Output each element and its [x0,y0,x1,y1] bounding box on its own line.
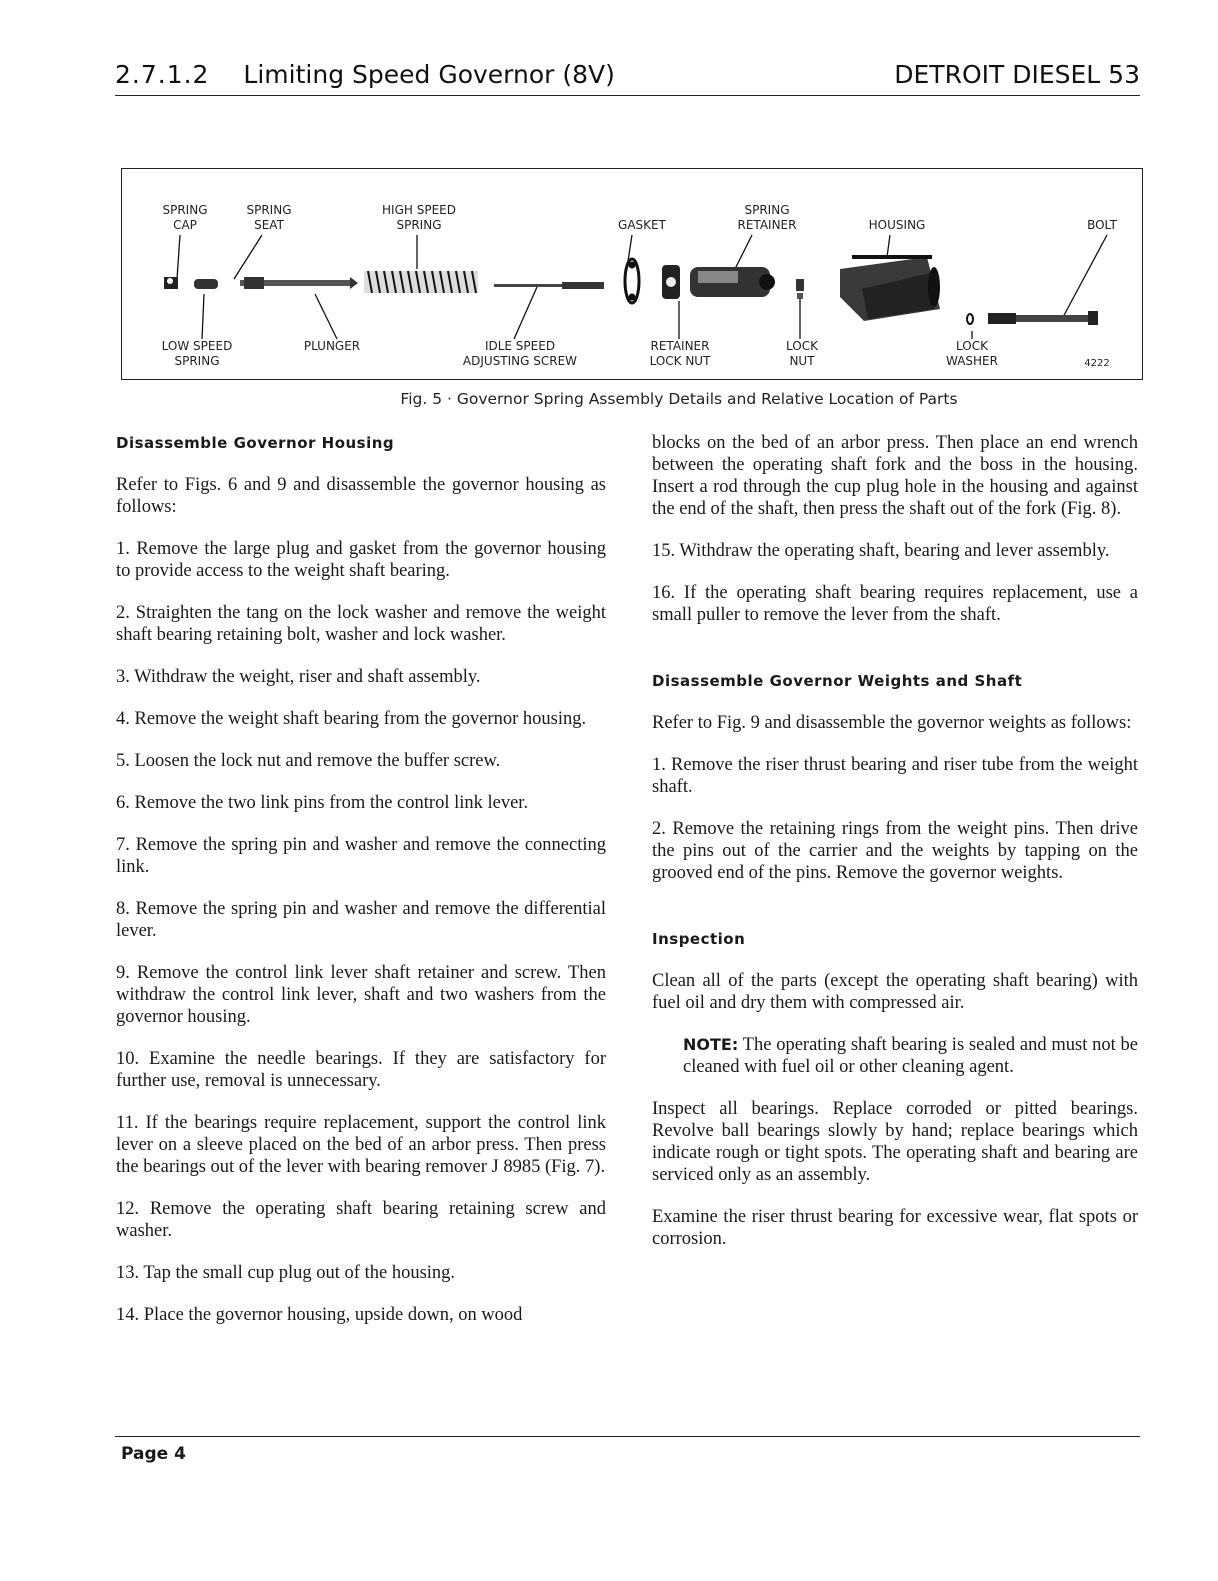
right-column [652,432,1138,1270]
paragraph: blocks on the bed of an arbor press. Then place an end wrench between the operating shaft fork and the boss in the housing. Insert a rod through the cup plug hole in the housing and against the end of the shaft, then press the shaft out of the fork (Fig. 8). [652,433,1138,519]
label-spring-cap: SPRING CAP [162,203,208,232]
step: 10. Examine the needle bearings. If they are satisfactory for further use, removal is unnecessary. [116,1049,606,1091]
label-lock-nut: LOCK NUT [786,339,818,368]
gasket-part [625,259,639,303]
housing-part [840,255,940,321]
section-title: Limiting Speed Governor (8V) [243,60,615,89]
step: 12. Remove the operating shaft bearing retaining screw and washer. [116,1199,606,1241]
high-speed-spring-part [364,271,478,293]
heading-inspection: Inspection [652,930,746,948]
figure-caption: Fig. 5 · Governor Spring Assembly Details and Relative Location of Parts [400,390,958,408]
paragraph: Refer to Fig. 9 and disassemble the governor weights as follows: [652,713,1132,733]
idle-speed-adjusting-screw-part [494,282,604,289]
step: 8. Remove the spring pin and washer and remove the differential lever. [116,899,606,941]
step: 13. Tap the small cup plug out of the housing. [116,1263,456,1283]
label-low-speed-spring: LOW SPEED SPRING [161,339,233,368]
label-retainer-lock-nut: RETAINER LOCK NUT [649,339,711,368]
label-housing: HOUSING [868,218,926,232]
label-spring-retainer: SPRING RETAINER [737,203,797,232]
step: 7. Remove the spring pin and washer and remove the connecting link. [116,835,606,877]
step: 1. Remove the large plug and gasket from the governor housing to provide access to the weight shaft bearing. [116,539,606,581]
step: 1. Remove the riser thrust bearing and riser tube from the weight shaft. [652,755,1138,797]
step: 2. Remove the retaining rings from the weight pins. Then drive the pins out of the carrier and the weights by tapping on the grooved end of the pins. Remove the governor weights. [652,819,1138,883]
step: 9. Remove the control link lever shaft retainer and screw. Then withdraw the control link lever, shaft and two washers from the governor housing. [116,963,606,1027]
paragraph: Refer to Figs. 6 and 9 and disassemble the governor housing as follows: [116,475,606,517]
header-rule [115,95,1140,96]
bolt-part [988,311,1098,325]
note-text: The operating shaft bearing is sealed and must not be cleaned with fuel oil or other cleaning agent. [683,1035,1138,1077]
label-plunger: PLUNGER [303,339,361,353]
figure-5 [121,168,1143,380]
footer-rule [115,1436,1140,1437]
spring-cap-part [164,277,178,289]
publication-title: DETROIT DIESEL 53 [894,60,1140,89]
step: 2. Straighten the tang on the lock washer and remove the weight shaft bearing retaining bolt, washer and lock washer. [116,603,606,645]
step: 5. Loosen the lock nut and remove the buffer screw. [116,751,501,771]
paragraph: Examine the riser thrust bearing for excessive wear, flat spots or corrosion. [652,1207,1138,1249]
step: 4. Remove the weight shaft bearing from the governor housing. [116,709,587,729]
paragraph: Inspect all bearings. Replace corroded or pitted bearings. Revolve ball bearings slowly by hand; replace bearings which indicate rough or tight spots. The operating shaft and bearing are serviced only as an assembly. [652,1099,1138,1185]
note-label: NOTE: [683,1035,739,1054]
section-number: 2.7.1.2 [115,60,210,89]
step: 14. Place the governor housing, upside down, on wood [116,1305,523,1325]
step: 6. Remove the two link pins from the control link lever. [116,793,529,813]
label-lock-washer: LOCK WASHER [946,339,998,368]
step: 11. If the bearings require replacement, support the control link lever on a sleeve placed on the bed of an arbor press. Then press the bearings out of the lever with bearing remover J 8985 (Fig. 7). [116,1113,606,1177]
paragraph: Clean all of the parts (except the operating shaft bearing) with fuel oil and dry them with compressed air. [652,971,1138,1013]
label-spring-seat: SPRING SEAT [246,203,292,232]
retainer-lock-nut-part [662,265,680,299]
label-bolt: BOLT [1087,218,1117,232]
low-speed-spring-part [194,279,218,289]
label-figure-number: 4222 [1084,358,1110,369]
note [683,1034,1138,1078]
label-gasket: GASKET [618,218,666,232]
step: 16. If the operating shaft bearing requires replacement, use a small puller to remove the lever from the shaft. [652,583,1138,625]
heading-disassemble-housing: Disassemble Governor Housing [116,434,395,452]
page-number: Page 4 [121,1444,186,1464]
plunger-part [240,277,358,289]
lock-washer-part [967,314,973,324]
label-idle-speed-adjusting-screw: IDLE SPEED ADJUSTING SCREW [462,339,578,368]
spring-retainer-part [690,267,775,297]
step: 15. Withdraw the operating shaft, bearing and lever assembly. [652,541,1110,561]
lock-nut-part [796,279,804,299]
section-header [115,60,615,94]
label-high-speed-spring: HIGH SPEED SPRING [382,203,456,232]
left-column [116,432,606,1346]
step: 3. Withdraw the weight, riser and shaft assembly. [116,667,481,687]
heading-disassemble-weights: Disassemble Governor Weights and Shaft [652,672,1023,690]
